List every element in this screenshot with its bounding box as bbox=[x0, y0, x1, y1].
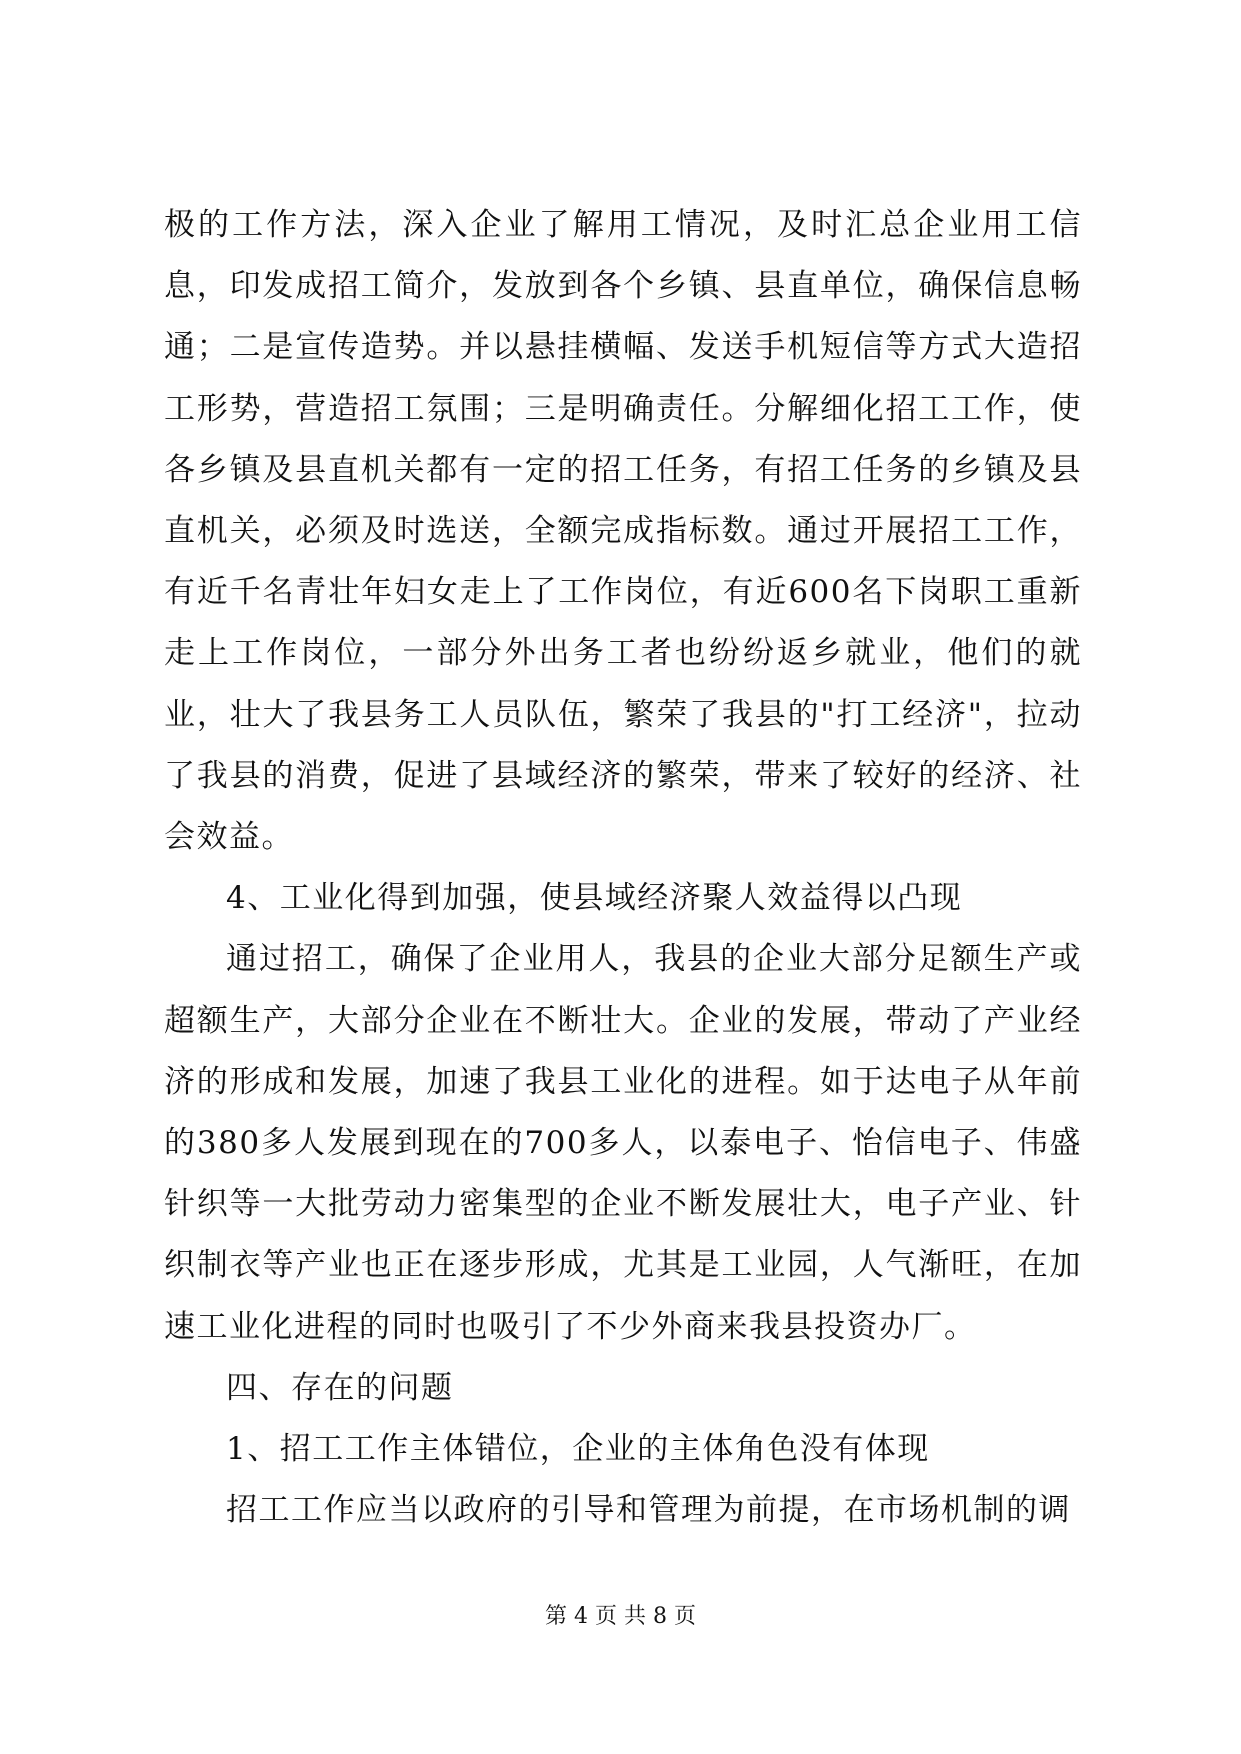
paragraph-recruitment: 招工工作应当以政府的引导和管理为前提，在市场机制的调 bbox=[226, 1492, 1071, 1529]
section-heading-industrialization: 4、工业化得到加强，使县域经济聚人效益得以凸现 bbox=[226, 880, 963, 917]
page-number-footer: 第 4 页 共 8 页 bbox=[545, 1604, 696, 1629]
paragraph-continued: 极的工作方法，深入企业了解用工情况，及时汇总企业用工信息，印发成招工简介，发放到各个乡镇、县直单位，确保信息畅通；二是宣传造势。并以悬挂横幅、发送手机短信等方式大造招工形势，营造招工氛围；三是明确责任。分解细化招工工作，使各乡镇及县直机关都有一定的招工任务，有招工任务的乡镇及县直机关，必须及时选送，全额完成指标数。通过开展招工工作，有近千名青壮年妇女走上了工作岗位，有近600名下岗职工重新走上工作岗位，一部分外出务工者也纷纷返乡就业，他们的就业，壮大了我县务工人员队伍，繁荣了我县的"打工经济"，拉动了我县的消费，促进了县域经济的繁荣，带来了较好的经济、社会效益。 bbox=[164, 207, 1082, 856]
section-heading-problems: 四、存在的问题 bbox=[226, 1369, 454, 1406]
subsection-heading-recruitment: 1、招工工作主体错位，企业的主体角色没有体现 bbox=[226, 1431, 930, 1468]
paragraph-industrialization: 通过招工，确保了企业用人，我县的企业大部分足额生产或超额生产，大部分企业在不断壮大。企业的发展，带动了产业经济的形成和发展，加速了我县工业化的进程。如于达电子从年前的380多人发展到现在的700多人，以泰电子、怡信电子、伟盛针织等一大批劳动力密集型的企业不断发展壮大，电子产业、针织制衣等产业也正在逐步形成，尤其是工业园，人气渐旺，在加速工业化进程的同时也吸引了不少外商来我县投资办厂。 bbox=[164, 941, 1082, 1345]
document-body bbox=[164, 195, 1082, 1541]
